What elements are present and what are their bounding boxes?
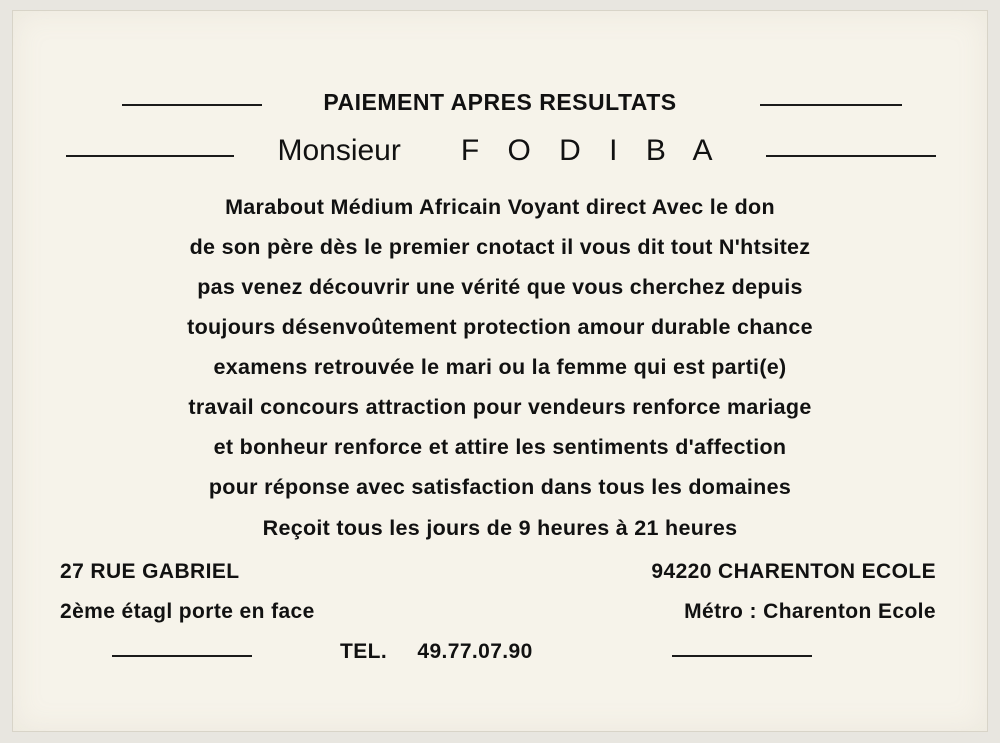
decorative-rule <box>672 655 812 657</box>
body-line: toujours désenvoûtement protection amour durable chance <box>187 315 813 339</box>
name-heading <box>0 134 1000 168</box>
metro-station: Métro : Charenton Ecole <box>684 600 936 623</box>
street-address: 27 RUE GABRIEL <box>60 560 240 583</box>
decorative-rule <box>760 104 902 106</box>
floor-directions: 2ème étagl porte en face <box>60 600 315 623</box>
body-line: Marabout Médium Africain Voyant direct Avec le don <box>225 195 775 219</box>
marabout-name: F O D I B A <box>460 134 723 167</box>
body-line: examens retrouvée le mari ou la femme qui est parti(e) <box>213 355 787 379</box>
body-line: pas venez découvrir une vérité que vous cherchez depuis <box>197 275 803 299</box>
payment-terms: PAIEMENT APRES RESULTATS <box>323 89 677 115</box>
postal-city: 94220 CHARENTON ECOLE <box>651 560 936 583</box>
decorative-rule <box>766 155 936 157</box>
decorative-rule <box>112 655 252 657</box>
phone-number: 49.77.07.90 <box>417 640 533 663</box>
body-line: de son père dès le premier cnotact il vous dit tout N'htsitez <box>189 235 811 259</box>
body-line: travail concours attraction pour vendeurs renforce mariage <box>188 395 812 419</box>
phone <box>340 640 533 664</box>
honorific: Monsieur <box>277 134 401 167</box>
body-line: pour réponse avec satisfaction dans tous les domaines <box>208 475 792 499</box>
opening-hours: Reçoit tous les jours de 9 heures à 21 heures <box>262 516 738 540</box>
phone-label: TEL. <box>340 640 388 663</box>
body-line: et bonheur renforce et attire les sentiments d'affection <box>213 435 787 459</box>
